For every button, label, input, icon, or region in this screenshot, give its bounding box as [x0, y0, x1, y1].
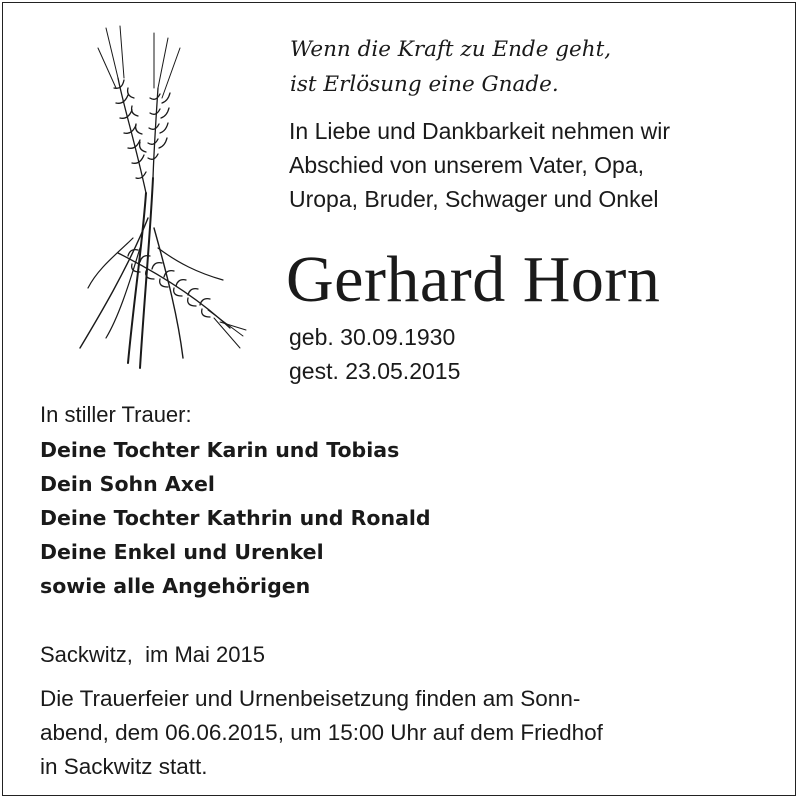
poem-line: ist Erlösung eine Gnade. — [290, 72, 559, 97]
place-date: Sackwitz, im Mai 2015 — [40, 642, 265, 667]
funeral-line: Die Trauerfeier und Urnenbeisetzung finden am Sonn- — [40, 686, 581, 711]
intro-text — [289, 114, 670, 216]
life-dates — [289, 320, 460, 388]
intro-line: Abschied von unserem Vater, Opa, — [289, 152, 644, 178]
funeral-line: abend, dem 06.06.2015, um 15:00 Uhr auf dem Friedhof — [40, 720, 603, 745]
mourner-entry: Deine Enkel und Urenkel — [40, 540, 324, 564]
mourner-entry: sowie alle Angehörigen — [40, 574, 311, 598]
mourner-entry: Deine Tochter Karin und Tobias — [40, 438, 400, 462]
poem-verse — [290, 32, 611, 102]
funeral-info — [40, 682, 603, 784]
deceased-name: Gerhard Horn — [286, 243, 661, 316]
funeral-line: in Sackwitz statt. — [40, 754, 208, 779]
intro-line: Uropa, Bruder, Schwager und Onkel — [289, 186, 659, 212]
mourners-list — [40, 433, 431, 603]
mourner-entry: Deine Tochter Kathrin und Ronald — [40, 506, 431, 530]
mourning-label: In stiller Trauer: — [40, 402, 192, 427]
death-date: gest. 23.05.2015 — [289, 358, 461, 384]
wheat-ears-icon — [58, 18, 248, 378]
poem-line: Wenn die Kraft zu Ende geht, — [290, 37, 612, 62]
intro-line: In Liebe und Dankbarkeit nehmen wir — [289, 118, 671, 144]
mourner-entry: Dein Sohn Axel — [40, 472, 215, 496]
birth-date: geb. 30.09.1930 — [289, 324, 456, 350]
